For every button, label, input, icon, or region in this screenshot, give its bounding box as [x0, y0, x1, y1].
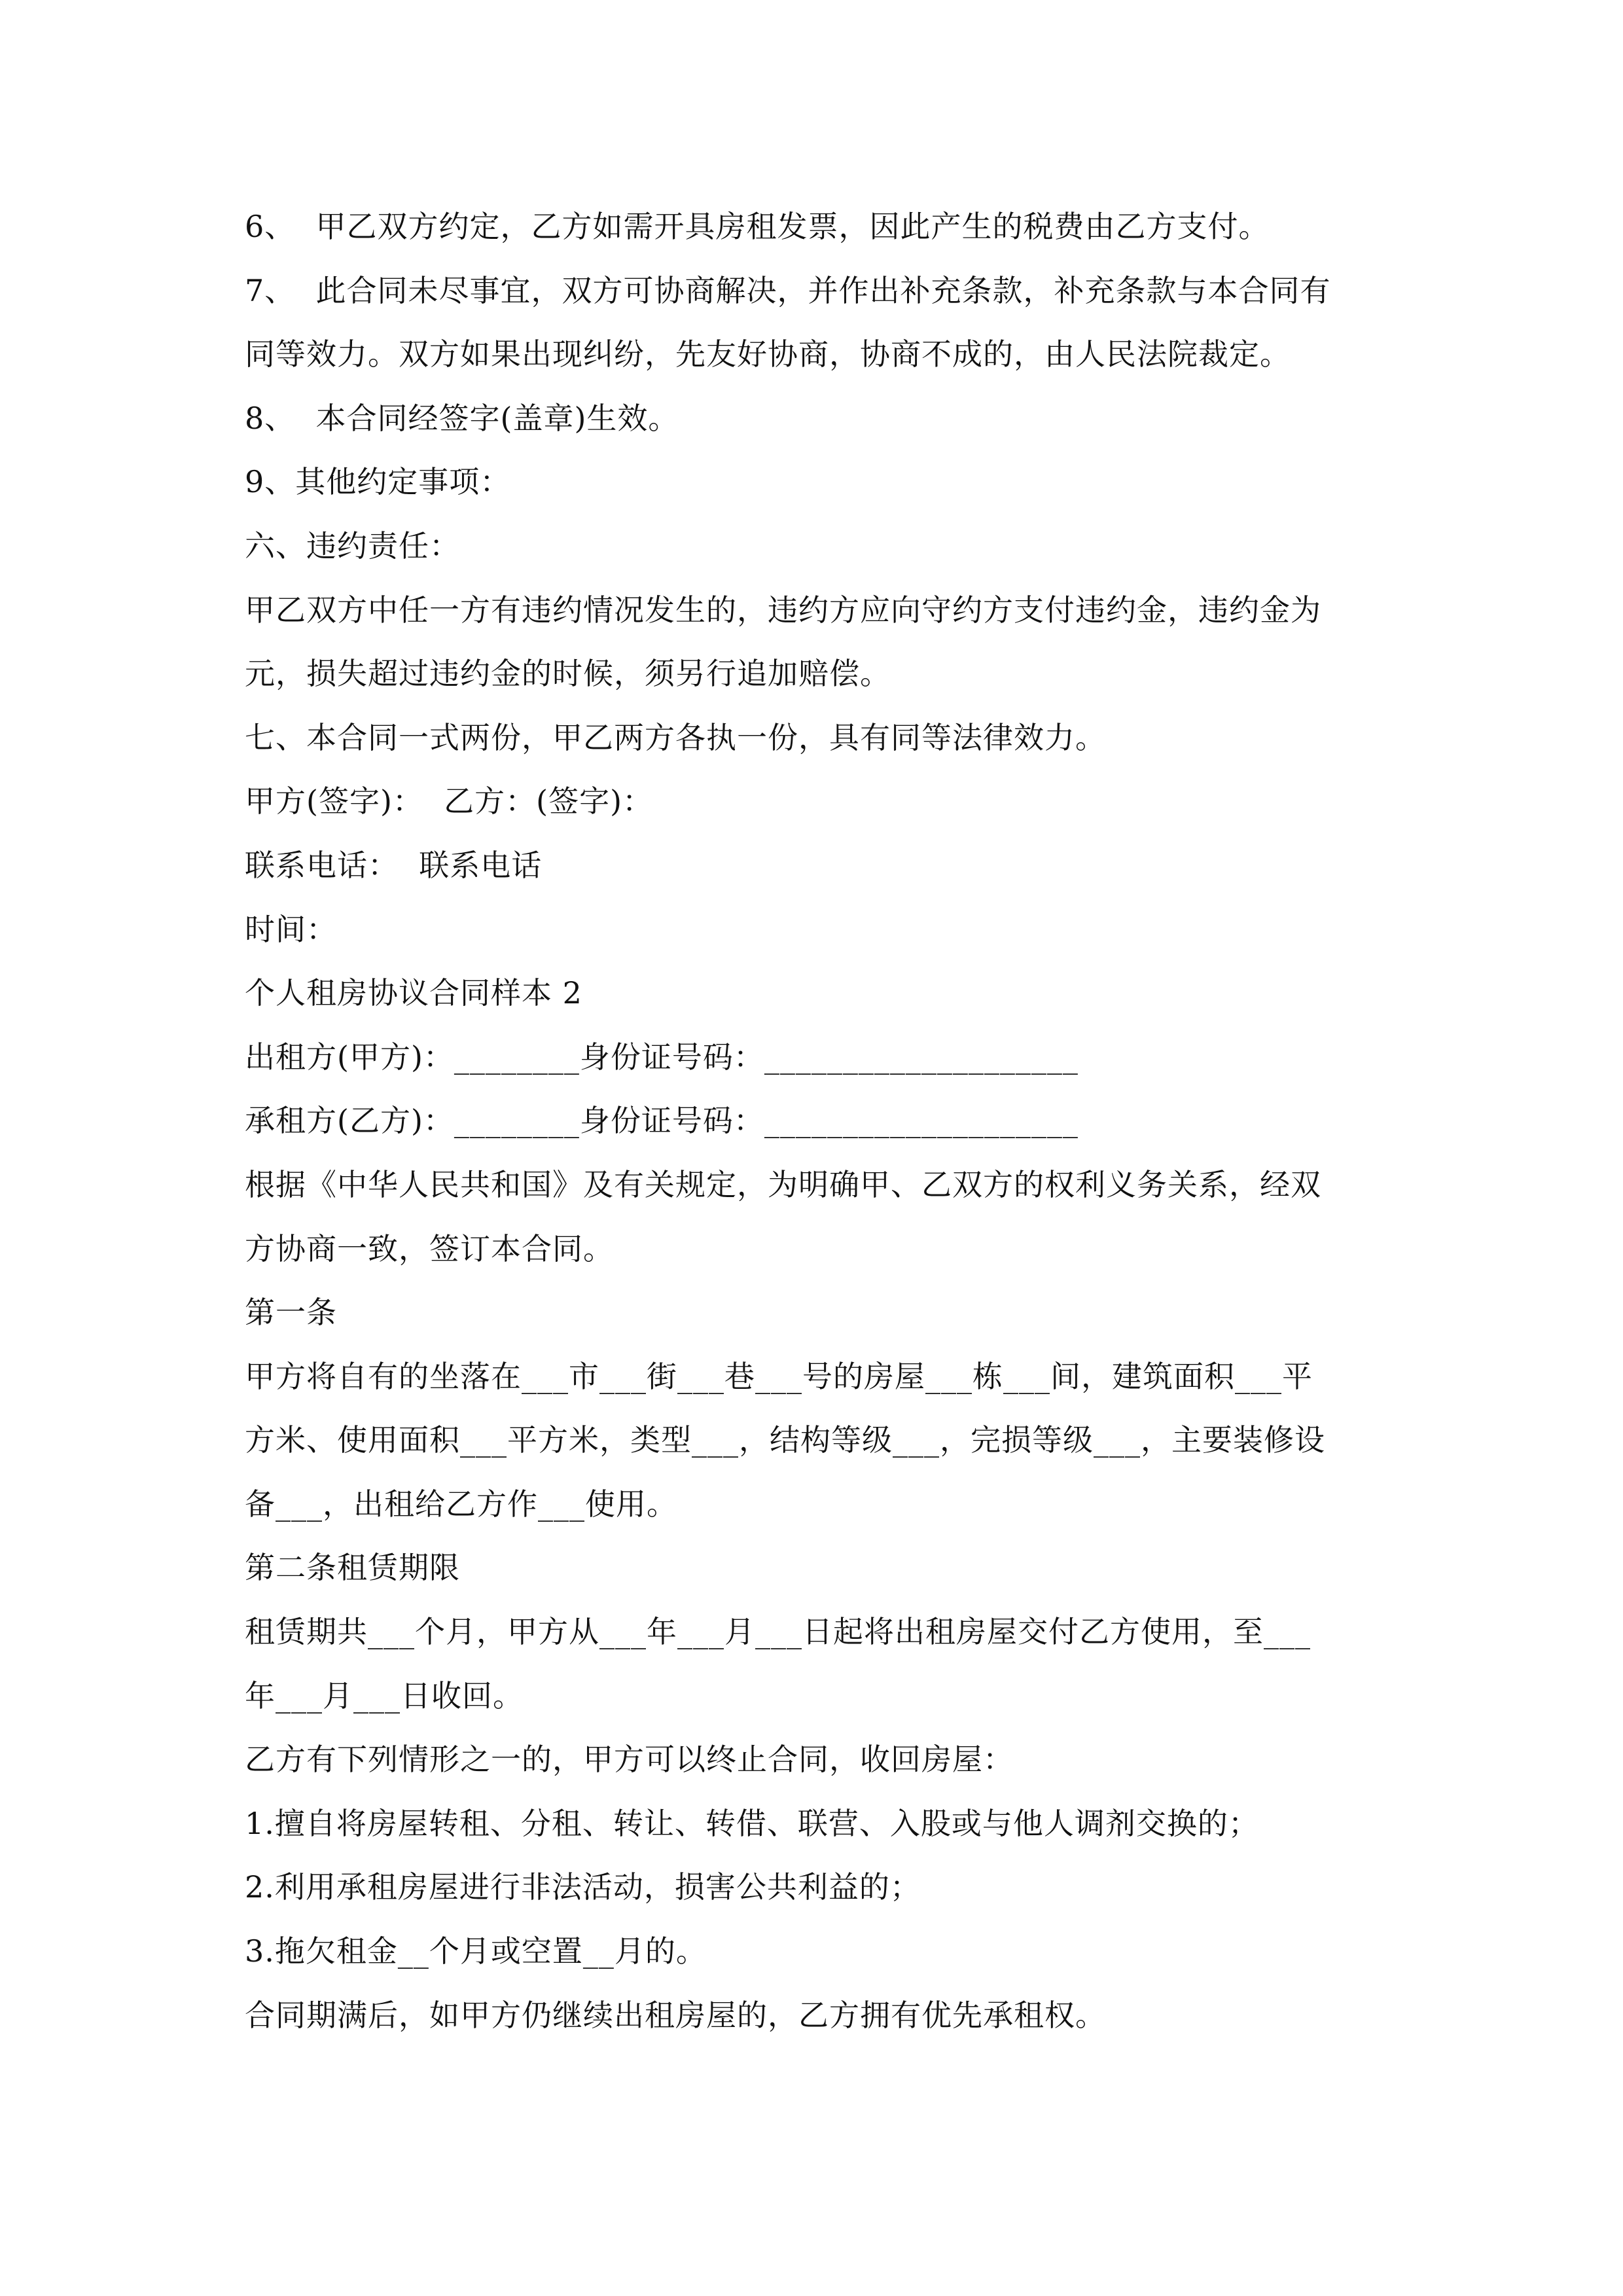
preamble-line-1: 根据《中华人民共和国》及有关规定，为明确甲、乙双方的权利义务关系，经双 — [245, 1166, 1321, 1202]
priority-renewal: 合同期满后，如甲方仍继续出租房屋的，乙方拥有优先承租权。 — [245, 1997, 1106, 2033]
termination-item-1: 1.擅自将房屋转租、分租、转让、转借、联营、入股或与他人调剂交换的； — [245, 1805, 1259, 1841]
document-body — [245, 195, 1383, 2047]
termination-item-3: 3.拖欠租金__个月或空置__月的。 — [245, 1933, 707, 1969]
signature-line: 甲方(签字)： 乙方：(签字)： — [245, 783, 654, 819]
clause-7-line-1: 7、 此合同未尽事宜，双方可协商解决，并作出补充条款，补充条款与本合同有 — [245, 272, 1331, 308]
clause-8-effective: 8、 本合同经签字(盖章)生效。 — [245, 400, 679, 436]
section-7-copies: 七、本合同一式两份，甲乙两方各执一份，具有同等法律效力。 — [245, 719, 1106, 755]
breach-line-2: 元，损失超过违约金的时候，须另行追加赔偿。 — [245, 656, 891, 692]
article-1-heading: 第一条 — [245, 1295, 337, 1331]
phone-line: 联系电话： 联系电话 — [245, 847, 543, 883]
article-1-line-2: 方米、使用面积___平方米，类型___，结构等级___，完损等级___，主要装修设 — [245, 1422, 1325, 1458]
lessee-line: 承租方(乙方)：________身份证号码：____________________ — [245, 1103, 1079, 1139]
breach-line-1: 甲乙双方中任一方有违约情况发生的，违约方应向守约方支付违约金，违约金为 — [245, 592, 1321, 628]
preamble-line-2: 方协商一致，签订本合同。 — [245, 1230, 614, 1266]
lessor-line: 出租方(甲方)：________身份证号码：____________________ — [245, 1039, 1079, 1075]
clause-6-invoice: 6、 甲乙双方约定，乙方如需开具房租发票，因此产生的税费由乙方支付。 — [245, 209, 1270, 244]
date-line: 时间： — [245, 911, 337, 947]
article-2-line-1: 租赁期共___个月，甲方从___年___月___日起将出租房屋交付乙方使用，至___ — [245, 1614, 1311, 1650]
termination-intro: 乙方有下列情形之一的，甲方可以终止合同，收回房屋： — [245, 1742, 1014, 1778]
article-2-line-2: 年___月___日收回。 — [245, 1677, 524, 1713]
article-1-line-1: 甲方将自有的坐落在___市___街___巷___号的房屋___栋___间，建筑面积___平 — [245, 1358, 1313, 1394]
article-2-heading: 第二条租赁期限 — [245, 1550, 460, 1586]
clause-7-line-2: 同等效力。双方如果出现纠纷，先友好协商，协商不成的，由人民法院裁定。 — [245, 336, 1291, 372]
clause-9-other: 9、其他约定事项： — [245, 464, 511, 500]
sample-2-title: 个人租房协议合同样本 2 — [245, 975, 582, 1011]
termination-item-2: 2.利用承租房屋进行非法活动，损害公共利益的； — [245, 1869, 921, 1905]
section-6-heading: 六、违约责任： — [245, 528, 460, 564]
article-1-line-3: 备___，出租给乙方作___使用。 — [245, 1486, 677, 1522]
